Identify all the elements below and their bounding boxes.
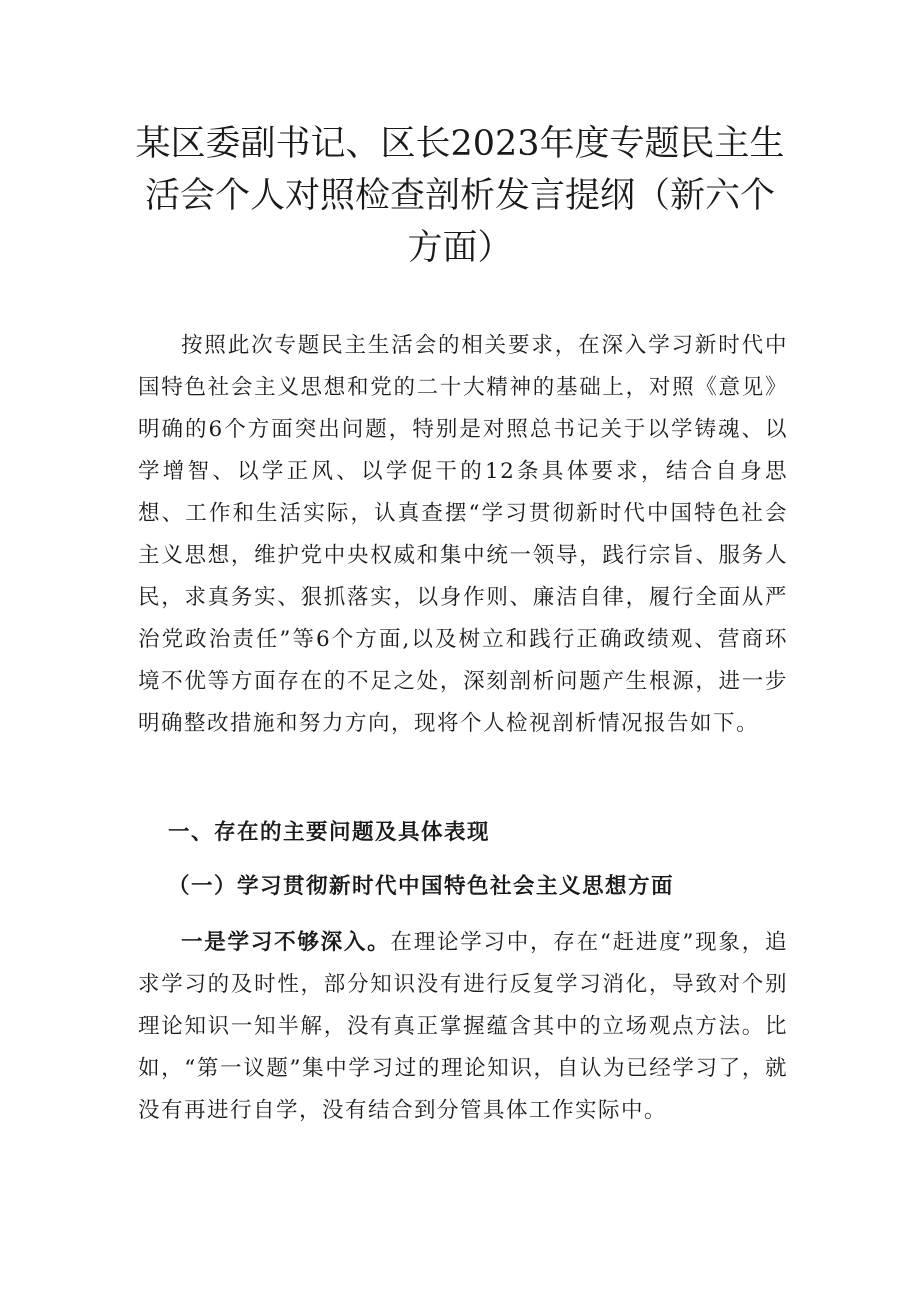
point-text: 在理论学习中，存在“赶进度”现象，追求学习的及时性，部分知识没有进行反复学习消化，导致对个别理论知识一知半解，没有真正掌握蕴含其中的立场观点方法。比如，“第一议题”集中学习过的理论知识，自认为已经学习了，就没有再进行自学，没有结合到分管具体工作实际中。: [138, 930, 788, 1123]
section-heading: 一、存在的主要问题及具体表现: [168, 820, 491, 845]
intro-paragraph: 按照此次专题民主生活会的相关要求，在深入学习新时代中国特色社会主义思想和党的二十大精神的基础上，对照《意见》明确的6个方面突出问题，特别是对照总书记关于以学铸魂、以学增智、以学正风、以学促干的12条具体要求，结合自身思想、工作和生活实际，认真查摆“学习贯彻新时代中国特色社会主义思想，维护党中央权威和集中统一领导，践行宗旨、服务人民，求真务实、狠抓落实，以身作则、廉洁自律，履行全面从严治党政治责任”等6个方面,以及树立和践行正确政绩观、营商环境不优等方面存在的不足之处，深刻剖析问题产生根源，进一步明确整改措施和努力方向，现将个人检视剖析情况报告如下。: [138, 333, 788, 736]
point-lead: 一是学习不够深入。: [181, 930, 391, 955]
document-title: 某区委副书记、区长2023年度专题民主生活会个人对照检查剖析发言提纲（新六个方面）: [135, 124, 785, 268]
subsection-heading: （一）学习贯彻新时代中国特色社会主义思想方面: [168, 874, 675, 899]
point-paragraph: [138, 922, 788, 1132]
